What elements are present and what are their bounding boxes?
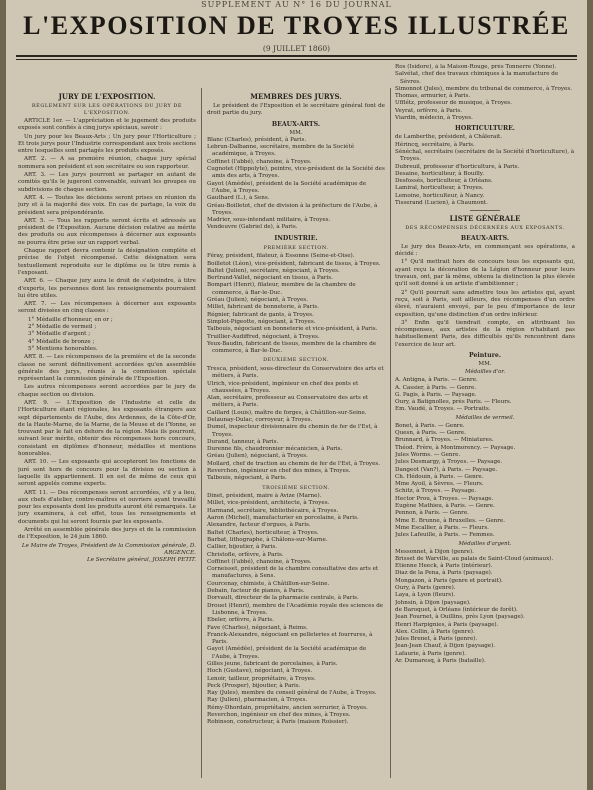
list-item: Talbouis, négociant en bonneterie et vice-président, à Paris. [207, 326, 378, 333]
rules-text-1 [18, 118, 196, 316]
section-heading: MEMBRES DES JURYS. [250, 92, 342, 101]
column-jury-rules [18, 90, 196, 770]
column-awards [395, 64, 575, 780]
industrie-section-3 [207, 493, 385, 727]
list-item: Hector Prou, à Troyes. — Paysage. [395, 495, 494, 502]
list-item: Bompart (Henri), filateur, membre de la chambre de commerce, à Bar-le-Duc. [207, 282, 356, 296]
list-item: Ch. Hédouin, à Paris. — Genre. [395, 473, 484, 480]
paragraph: 3° Enfin qu'il tiendrait compte, en attribuant les récompenses, aux artistes de la région n'habitant pas habituellement Paris, des difficultés qu'ils rencontrent dans l'exercice de leur art. [395, 319, 575, 348]
list-item: Corneisset, président de la chambre consultative des arts et manufactures, à Sens. [207, 566, 379, 580]
list-item: Madrier, sous-intendant militaire, à Troyes. [207, 217, 331, 224]
signature: Le Maire de Troyes, Président de la Commission générale, D. ARGENCE. [21, 542, 196, 556]
list-item: Franck-Alexandre, négociant en pelleteries et fourrures, à Paris. [207, 631, 373, 646]
horticulture-members [395, 134, 575, 207]
list-item: Jean Fournet, à Ouillins, près Lyon (paysage). [395, 614, 525, 621]
list-item: Alex. Collin, à Paris (genre). [395, 628, 475, 635]
list-item: de Baroquet, à Orléans (intérieur de forêt). [395, 606, 518, 613]
list-item: Schitz, à Troyes. — Paysage. [395, 488, 477, 495]
list-item: Coffinet (l'abbé), chanoine, à Troyes. [207, 558, 312, 565]
signature: Le Secrétaire général, JOSEPH PETIT. [87, 557, 196, 564]
list-item: Diaz de la Pena, à Paris (paysage). [395, 570, 493, 577]
list-item: Veyrat, orfèvre, à Paris. [395, 107, 463, 114]
list-item: Hérincq, secrétaire, à Paris. [395, 141, 475, 148]
list-item: Johnsin, à Dijon (paysage). [395, 599, 471, 606]
paragraph: Arrêté en assemblée générale des jurys et de la commission de l'Exposition, le 24 juin 1860. [18, 527, 196, 541]
list-item: Mme Escallier, à Paris. — Fleurs. [395, 524, 489, 531]
list-item: Alan, secrétaire, professeur au Conservatoire des arts et métiers, à Paris. [207, 395, 369, 409]
list-item: Henri Harpignies, à Paris (paysage). [395, 621, 499, 628]
paragraph: Un jury pour les Beaux-Arts ; Un jury pour l'Horticulture ; Et trois jurys pour l'Industrie correspondant aux trois sections entre lesquelles sont partagés les produits exposés. [18, 133, 196, 155]
list-item: Drouet (Henri), membre de l'Académie royale des sciences de Lisbonne, à Troyes. [207, 602, 384, 616]
award-class-heading: Médailles d'or. [464, 369, 506, 376]
list-item: Alexandre, facteur d'orgues, à Paris. [207, 522, 311, 529]
list-item: Dinet, président, maire à Avize (Marne). [207, 493, 322, 500]
list-item: Jean-Jean Chauf, à Dijon (paysage). [395, 643, 496, 650]
list-item: Viardin, médecin, à Troyes. [395, 115, 473, 122]
industrie-section-2 [207, 366, 385, 483]
list-item: Robinson, constructeur, à Paris (maison Roissier). [207, 719, 349, 726]
masthead-rule-thin [16, 59, 577, 60]
list-item: Reverchon, ingénieur en chef des mines, à Troyes. [207, 468, 351, 475]
subsection-heading: BEAUX-ARTS. [460, 234, 510, 242]
column-divider [390, 88, 391, 778]
list-item: Talbouis, négociant, à Paris. [207, 475, 287, 482]
list-item: Bertrand-Vallet, négociant en tissus, à Paris. [207, 275, 333, 282]
list-item: Harmand, secrétaire, bibliothécaire, à Troyes. [207, 507, 339, 514]
list-item: Etienne Heeck, à Paris (intérieur). [395, 563, 493, 570]
list-item: 4° Médaille de bronze ; [28, 338, 95, 345]
list-item: Quesn, à Paris. — Genre. [395, 430, 466, 437]
beaux-arts-members [207, 137, 385, 232]
list-item: Debain, facteur de pianos, à Paris. [207, 588, 305, 595]
section-heading: JURY DE L'EXPOSITION. [58, 92, 156, 101]
list-item: G. Pagis, à Paris. — Paysage. [395, 391, 477, 398]
list-item: Bonet, à Paris. — Genre. [395, 422, 465, 429]
list-item: Yeux-Baudin, fabricant de tissus, membre de la chambre de commerce, à Bar-le-Duc. [207, 340, 377, 355]
list-item: A. Cassier, à Paris. — Genre. [395, 384, 477, 391]
list-item: Féray, président, filateur, à Essonne (Seine-et-Oise). [207, 253, 355, 260]
mm-label: MM. [289, 129, 303, 136]
paragraph: ART. 4. — Toutes les décisions seront prises en réunion du jury et à la majorité des voix. En cas de partage, la voix du président sera prépondérante. [18, 194, 196, 216]
list-item: Courcenay, chimiste, à Châtillon-sur-Seine. [207, 580, 330, 587]
column-divider [201, 88, 202, 778]
list-item: Oury, à Batignolles, près Paris. — Fleurs. [395, 399, 512, 406]
list-item: Reverchon, ingénieur en chef des mines, à Troyes. [207, 712, 351, 719]
mm-label: MM. [478, 361, 492, 367]
paragraph: ART. 2. — A sa première réunion, chaque jury spécial nommera son président et son secrétaire ou son rapporteur. [18, 156, 196, 170]
gold-medal-list [395, 377, 575, 413]
award-class-heading: Médailles de vermeil. [455, 414, 515, 421]
subsection-heading: INDUSTRIE. [274, 234, 318, 242]
list-item: Callier, bijoutier, à Paris. [207, 544, 278, 551]
list-item: Gayot (Amédée), président de la Société académique de l'Aube, à Troyes. [207, 180, 367, 194]
list-item: Gréau (Julien), négociant, à Troyes. [207, 453, 308, 460]
list-item: Ray (Julien), pharmacien, à Troyes. [207, 697, 308, 704]
award-class-heading: Médailles d'argent. [458, 540, 512, 547]
list-item: Jules Desmargy, à Troyes. — Paysage. [395, 459, 503, 466]
masthead-title: L'EXPOSITION DE TROYES ILLUSTRÉE [23, 11, 570, 40]
supplement-line: SUPPLEMENT AU N° 16 DU JOURNAL [201, 0, 392, 9]
list-item: Ray (Jules), membre du conseil général de l'Aube, à Troyes. [207, 690, 377, 697]
section-label: PREMIÈRE SECTION. [263, 244, 329, 251]
list-item: Rémy-Dhordain, propriétaire, ancien serrurier, à Troyes. [207, 704, 368, 711]
list-item: Dangeot (Van?), à Paris. — Paysage. [395, 466, 498, 473]
subsection-heading: Peinture. [469, 352, 501, 359]
list-item: Dorvault, directeur de la pharmacie centrale, à Paris. [207, 595, 359, 602]
list-item: Régnier, fabricant de gants, à Troyes. [207, 311, 314, 318]
list-item: Gayot (Amédée), président de la Société académique de l'Aube, à Troyes. [207, 646, 367, 660]
list-item: 5° Mentions honorables. [28, 345, 98, 352]
list-item: A. Antigna, à Paris. — Genre. [395, 377, 478, 384]
list-item: Lenoir, tailleur, propriétaire, à Troyes. [207, 675, 316, 682]
paragraph: 1° Qu'il mettrait hors de concours tous les exposants qui, ayant reçu la décoration de la Légion d'honneur pour leurs travaux, ont, par là même, obtenu la distinction la plus élevée qu'il soit donné à un artiste d'ambitionner ; [395, 259, 575, 288]
list-item: Oury, à Paris (genre). [395, 585, 456, 592]
silver-medal-list [395, 549, 575, 666]
list-item: Ulrich, vice-président, ingénieur en chef des ponts et chaussées, à Troyes. [207, 380, 359, 394]
list-item: Gréau (Julien), négociant, à Troyes. [207, 297, 308, 304]
list-item: Barbat, lithographe, à Châlons-sur-Marne. [207, 536, 328, 543]
list-item: Ros (Isidore), à la Maison-Rouge, près Tonnerre (Yonne). [395, 64, 557, 70]
list-item: Eugène Mathieu, à Paris. — Genre. [395, 503, 495, 510]
list-item: Dumel, inspecteur divisionnaire du chemin de fer de l'Est, à Troyes. [207, 424, 378, 438]
list-item: Cugnotet (Hippolyte), peintre, vice-président de la Société des amis des arts, à Troyes. [207, 166, 385, 180]
list-item: Mongazon, à Paris (genre et portrait). [395, 577, 503, 584]
list-item: 2° Médaille de vermeil ; [28, 324, 97, 331]
dateline: (9 JUILLET 1860) [262, 44, 331, 53]
list-item: 1° Médaille d'honneur, en or ; [28, 316, 113, 323]
section-subheading: RÈGLEMENT SUR LES OPÉRATIONS DU JURY DE L'EXPOSITION. [31, 103, 183, 116]
list-item: Simonnot (Jules), membre du tribunal de commerce, à Troyes. [395, 85, 573, 92]
list-item: Millet, fabricant de bonneterie, à Paris. [207, 304, 319, 311]
list-item: Desaine, horticulteur, à Bouilly. [395, 170, 484, 177]
subsection-heading: BEAUX-ARTS. [271, 120, 321, 128]
list-item: Boilletot (Léon), vice-président, fabricant de tissus, à Troyes. [207, 260, 381, 267]
list-item: Aaron (Michel), manufacturier en porcelaine, à Paris. [207, 515, 359, 522]
list-item: Peck (Prosper), bijoutier, à Paris. [207, 682, 301, 689]
paragraph: ARTICLE 1er. — L'appréciation et le jugement des produits exposés sont confiés à cinq jurys spéciaux, savoir : [18, 118, 196, 132]
section-heading: LISTE GÉNÉRALE [449, 214, 521, 224]
list-item: Lamiral, horticulteur, à Troyes. [395, 185, 484, 192]
paragraph: ART. 8. — Les récompenses de la première et de la seconde classe ne seront définitivement accordées qu'en assemblée générale des jurys, réunis à la commission spéciale représentant la commission générale de l'Exposition. [18, 354, 196, 383]
list-item: Ufflétz, professeur de musique, à Troyes. [395, 100, 512, 107]
list-item: Christofle, orfèvre, à Paris. [207, 551, 284, 558]
list-item: Blanc (Charles), président, à Paris. [207, 136, 307, 143]
subsection-heading: HORTICULTURE. [455, 125, 515, 133]
section-subheading: DES RÉCOMPENSES DÉCERNÉES AUX EXPOSANTS. [405, 225, 565, 232]
list-item: Messonnet, à Dijon (genre). [395, 548, 474, 555]
paragraph: 2° Qu'il pourrait sans admettre tous les artistes qui, ayant reçu, soit à Paris, soit ailleurs, des récompenses d'un ordre élevé, n'auraient envoyé, par le peu d'importance de leur exposition, qu'une distinction d'un ordre inférieur. [395, 289, 575, 318]
list-item: Mme Ayoil, à Sèvres. — Fleurs. [395, 481, 484, 488]
list-item: Gauthard (L.), à Sens. [207, 195, 270, 202]
rules-text-2 [18, 354, 196, 541]
list-item: Fave (Charles), négociant, à Reims. [207, 624, 308, 631]
paragraph: Chaque rapport devra contenir la désignation complète et précise de l'objet récompensé. Cette désignation sera textuellement reproduite sur le diplôme ou le titre remis à l'exposant. [18, 248, 196, 276]
list-item: Truillier-Audiffred, négociant, à Troyes. [207, 333, 320, 340]
list-item: Vendeuvre (Gabriel de), à Paris. [207, 224, 298, 231]
separator [470, 210, 500, 211]
industrie-section-1 [207, 253, 385, 355]
paragraph: Les autres récompenses seront accordées par le jury de chaque section ou division. [18, 384, 196, 398]
list-item: Lebrun-Dalbanne, secrétaire, membre de la Société académique, à Troyes. [207, 144, 355, 158]
list-item: Brunnard, à Troyes. — Miniatures. [395, 437, 494, 444]
list-item: Laya, à Lyon (fleurs). [395, 592, 456, 599]
paragraph: ART. 5. — Tous les rapports seront écrits et adressés au président de l'Exposition. Aucune décision relative au mérite des produits ou aux récompenses à décerner aux exposants ne pourra être prise sur un rapport verbal. [18, 217, 196, 246]
list-item: Théod. Frère, à Montmorency. — Paysage. [395, 444, 516, 451]
list-item: Brisset de Warville, au palais de Saint-Cloud (animaux). [395, 555, 554, 562]
list-item: Ar. Dumaresq, à Paris (bataille). [395, 657, 486, 664]
paragraph: ART. 11. — Des récompenses seront accordées, s'il y a lieu, aux chefs d'atelier, contre-maîtres et ouvriers ayant travaillé pour les exposants dont les produits auront été remarqués. Le jury examinera, à cet effet, tous les renseignements et documents qui lui seront fournis par les exposants. [18, 489, 196, 525]
list-item: 3° Médaille d'argent ; [28, 331, 91, 338]
vermeil-medal-list [395, 423, 575, 540]
masthead-rule [16, 55, 577, 57]
list-item: Durand, tanneur, à Paris. [207, 438, 279, 445]
list-item: Simplot-Pigeotte, négociant, à Troyes. [207, 318, 316, 325]
list-item: Hoch (Gustave), négociant, à Troyes. [207, 668, 313, 675]
list-item: Gilles jeune, fabricant de porcelaines, à Paris. [207, 660, 338, 667]
list-item: Mme E. Brunne, à Bruxelles. — Genre. [395, 517, 506, 524]
list-item: Jules Lafeuille, à Paris. — Femmes. [395, 532, 495, 539]
list-item: Delaunay-Dulac, corroyeur, à Troyes. [207, 416, 313, 423]
list-item: Coffinet (l'abbé), chanoine, à Troyes. [207, 158, 312, 165]
paragraph: ART. 6. — Chaque jury aura le droit de s'adjoindre, à titre d'experts, les personnes dont les renseignements pourraient lui être utiles. [18, 278, 196, 299]
list-item: Mollard, chef de traction au chemin de fer de l'Est, à Troyes. [207, 460, 381, 467]
paragraph: ART. 10. — Les exposants qui accepteront les fonctions de juré sont hors de concours pour la division ou section à laquelle ils appartiennent. Il en est de même de ceux qui seront appelés comme experts. [18, 459, 196, 488]
intro-text: Le jury des Beaux-Arts, en commençant ses opérations, a décidé : [395, 243, 575, 258]
paragraph: ART. 3. — Les jurys pourront se partager en autant de comités qu'ils le jugeront convenable, suivant les groupes ou subdivisions de chaque section. [18, 172, 196, 193]
list-item: Durenne fils, chaudronnier mécanicien, à Paris. [207, 446, 343, 453]
list-item: Thomas, armurier, à Paris. [395, 93, 471, 100]
paragraph: ART. 7. — Les récompenses à décerner aux exposants seront divisées en cinq classes : [18, 301, 196, 315]
newspaper-page [6, 0, 587, 790]
list-item: Ebeler, orfèvre, à Paris. [207, 617, 274, 624]
section-label: TROISIÈME SECTION. [262, 484, 330, 491]
list-item: Pennon, à Paris. — Genre. [395, 510, 469, 517]
list-item: de Lamberthe, président, à Châlerait. [395, 134, 503, 141]
list-item: Jules Worms. — Genre. [395, 451, 461, 458]
list-item: Sénéchal, secrétaire (secrétaire de la Société d'horticulture), à Troyes. [395, 148, 575, 163]
list-item: Lafaurie, à Paris (genre). [395, 650, 467, 657]
list-item: Tresca, président, sous-directeur du Conservatoire des arts et métiers, à Paris. [207, 365, 384, 380]
list-item: Salvétat, chef des travaux chimiques à la manufacture de Sèvres. [395, 71, 559, 85]
list-item: Desfossés, horticulteur, à Orléans. [395, 178, 493, 185]
award-classes [28, 317, 196, 353]
list-item: Dubreuil, professeur d'horticulture, à Paris. [395, 163, 520, 170]
list-item: Jules Brenet, à Paris (genre). [395, 636, 478, 643]
column-jury-members [207, 90, 385, 770]
list-item: Baltet (Julien), secrétaire, négociant, à Troyes. [207, 267, 340, 274]
list-item: Em. Vaudé, à Troyes. — Portraits. [395, 406, 491, 413]
intro-text: Le président de l'Exposition et le secrétaire général font de droit partie du jury. [207, 103, 385, 117]
section-label: DEUXIÈME SECTION. [263, 357, 329, 364]
list-item: Caillard (Louis), maître de forges, à Châtillon-sur-Seine. [207, 409, 367, 416]
list-item: Baltet (Charles), horticulteur, à Troyes. [207, 529, 319, 536]
list-item: Lemoine, horticulteur, à Nancy. [395, 192, 485, 199]
list-item: Tisserand (Lucien), à Chaumont. [395, 200, 488, 207]
list-item: Gréau-Boilletot, chef de division à la préfecture de l'Aube, à Troyes. [207, 202, 378, 216]
list-item: Millet, vice-président, architecte, à Troyes. [207, 500, 330, 507]
members-continued [395, 64, 575, 122]
paragraph: ART. 9. — L'Exposition de l'Industrie et celle de l'Horticulture étant régionales, les exposants étrangers aux sept départements de l'Aube, des Ardennes, de la Côte-d'Or, de la Haute-Marne, de la Marne, de la Meuse et de l'Yonne, se trouvant par le fait en dehors de la région. Mais ils pourront, suivant leur mérite, obtenir des récompenses hors concours, consistant en diplômes d'honneur, médailles et mentions honorables. [18, 399, 196, 458]
